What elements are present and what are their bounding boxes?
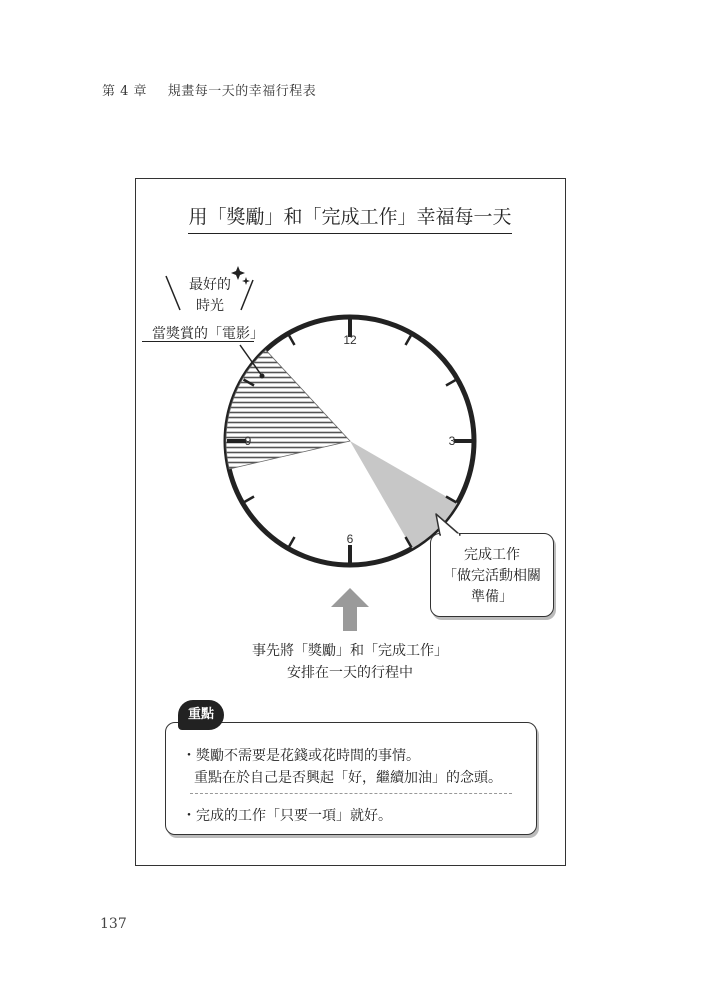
clock-number-9: 9	[244, 434, 252, 448]
arrow-caption-line1: 事先將「獎勵」和「完成工作」	[252, 643, 448, 659]
reward-label-line2: 時光	[196, 298, 224, 314]
figure-title: 用「獎勵」和「完成工作」幸福每一天	[188, 202, 512, 234]
work-callout-text	[430, 545, 554, 608]
key-point-2: ・完成的工作「只要一項」就好。	[182, 808, 392, 824]
key-point-1-line1: ・獎勵不需要是花錢或花時間的事情。	[182, 748, 420, 764]
reward-label-line1: 最好的	[189, 277, 231, 293]
arrow-caption-line2: 安排在一天的行程中	[287, 665, 413, 681]
key-point-1-line2: 重點在於自己是否興起「好，繼續加油」的念頭。	[194, 770, 502, 786]
clock-number-12: 12	[343, 333, 357, 347]
work-callout-line1: 完成工作	[464, 547, 520, 563]
work-callout-line3: 準備」	[471, 589, 513, 605]
page-number: 137	[100, 916, 127, 932]
clock-number-3: 3	[448, 434, 456, 448]
key-points-divider	[190, 793, 512, 794]
chapter-label: 第 4 章	[102, 84, 148, 99]
work-callout-line2: 「做完活動相關	[443, 568, 541, 584]
key-points-badge: 重點	[178, 700, 224, 730]
chapter-title: 規畫每一天的幸福行程表	[167, 84, 317, 99]
reward-label-line3: 當獎賞的「電影」	[152, 326, 264, 342]
clock-number-6: 6	[346, 532, 354, 546]
